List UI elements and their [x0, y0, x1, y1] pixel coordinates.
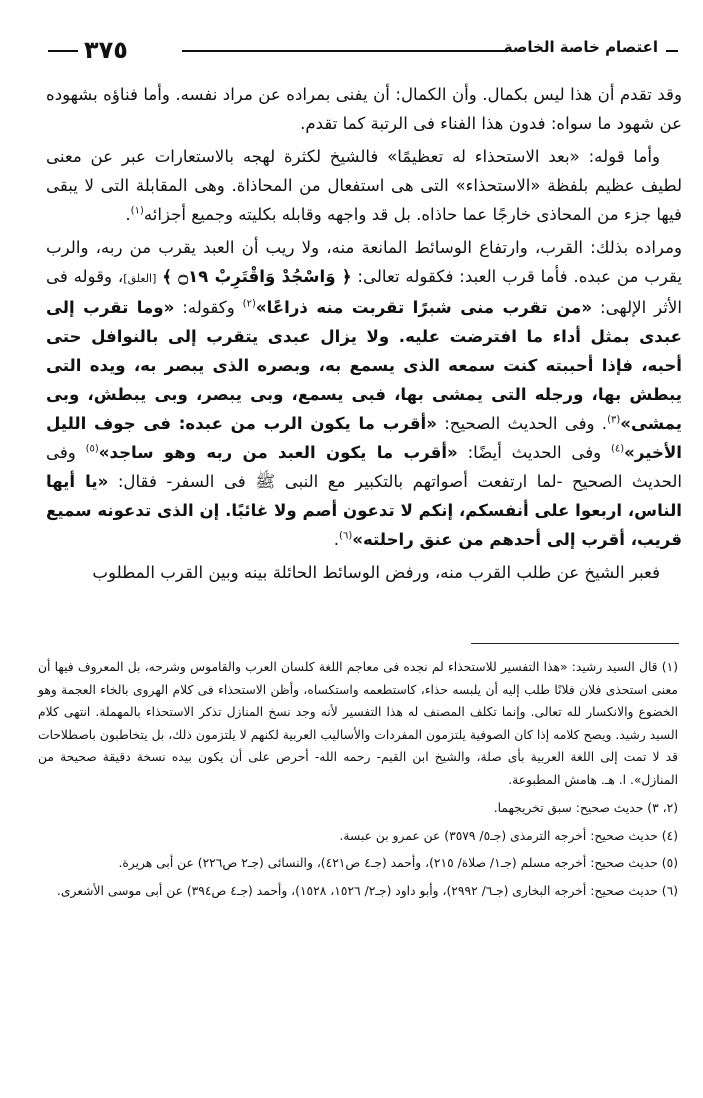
paragraph-3-text-e: وفى الحديث أيضًا:	[467, 443, 602, 462]
footnote-ref-2[interactable]: (٢)	[242, 298, 256, 310]
footnote-4: (٤) حديث صحيح: أخرجه الترمذى (جـ٥/ ٣٥٧٩) عن عمرو بن عبسة.	[339, 828, 678, 843]
paragraph-3-text-c: وكقوله:	[182, 298, 235, 317]
footnote-ref-5[interactable]: (٥)	[85, 443, 99, 455]
quran-verse: ﴿ وَاسْجُدْ وَاقْتَرِبْ ۝١٩ ﴾	[162, 267, 352, 286]
page-header	[48, 34, 678, 64]
main-text	[46, 80, 682, 587]
paragraph-3-text-b: ، وقوله فى الأثر الإلهى:	[46, 267, 682, 317]
header-rule-right	[666, 50, 678, 52]
footnotes	[38, 656, 678, 907]
paragraph-3-text-a: ومراده بذلك: القرب، وارتفاع الوسائط المانعة منه، ولا ريب أن العبد يقرب من ربه، والرب يقرب من عبده. فأما قرب العبد: فكقوله تعالى:	[46, 238, 683, 286]
paragraph-2	[46, 142, 682, 229]
paragraph-3-end: .	[333, 530, 340, 549]
hadith-quote-5: «يا أيها الناس، اربعوا على أنفسكم، إنكم لا تدعون أصم ولا غائبًا. إن الذى تدعونه سميع قريب، أقرب إلى أحدهم من عنق راحلته»	[46, 472, 682, 549]
header-rule-left	[48, 50, 78, 52]
header-rule	[182, 50, 508, 52]
paragraph-1: وقد تقدم أن هذا ليس بكمال. وأن الكمال: أن يفنى بمراده عن مراد نفسه. وأما فناؤه بشهوده عن شهود ما سواه: فدون هذا الفناء فى الرتبة كما تقدم.	[46, 85, 682, 133]
footnote-ref-3[interactable]: (٣)	[607, 414, 621, 426]
paragraph-3	[46, 233, 682, 554]
footnote-6: (٦) حديث صحيح: أخرجه البخارى (جـ٦/ ٢٩٩٢)، وأبو داود (جـ٢/ ١٥٢٦، ١٥٢٨)، وأحمد (جـ٤ ص٣٩٤) عن أبى موسى الأشعرى.	[56, 883, 678, 898]
hadith-quote-2: «وما تقرب إلى عبدى بمثل أداء ما افترضت عليه. ولا يزال عبدى يتقرب إلى بالنوافل حتى أحبه، فإذا أحببته كنت سمعه الذى يسمع به، وبصره الذى يبصر به، ويده التى يبطش بها، ورجله التى يمشى بها، فبى يسمع، وبى يبصر، وبى يبطش، وبى يمشى»	[46, 298, 682, 433]
hadith-quote-4: «أقرب ما يكون العبد من ربه وهو ساجد»	[98, 443, 458, 462]
footnote-2-3: (٢، ٣) حديث صحيح: سبق تخريجهما.	[493, 801, 678, 815]
footnote-ref-4[interactable]: (٤)	[610, 443, 625, 455]
footnote-ref-6[interactable]: (٦)	[339, 530, 353, 542]
footnote-5: (٥) حديث صحيح: أخرجه مسلم (جـ١/ صلاة/ ٢١٥)، وأحمد (جـ٤ ص٤٢١)، والنسائى (جـ٢ ص٢٢٦) عن أبى هريرة.	[118, 856, 678, 870]
paragraph-3-text-f: وفى الحديث الصحيح -لما ارتفعت أصواتهم بالتكبير مع النبى ﷺ فى السفر- فقال:	[46, 443, 683, 491]
paragraph-3-text-d: . وفى الحديث الصحيح:	[444, 414, 608, 433]
footnote-1: (١) قال السيد رشيد: «هذا التفسير للاستحذاء لم نجده فى معاجم اللغة كلسان العرب والقاموس وشرحه، بل المعروف فيها أن معنى استحذى فلان فلانًا طلب إليه أن يلبسه حذاء، كاستطعمه واستكساه، وأظن الاستحذاء فى كلام الهروى بالخاء العجمة وهو الخضوع والانكسار لله تعالى. وإنما تكلف المصنف له هذا التفسير لأنه وجد نسخ المنازل تذكر الاستحذاء بالمهملة. انتهى كلام السيد رشيد. ويصح كلامه إذا كان الصوفية يلتزمون المفردات والأساليب العربية لكنهم لا يلتزمون ذلك، بل يتخاطبون باصطلاحات قد لا تمت إلى اللغة العربية بأى صلة، والشيخ ابن القيم- رحمه الله- أحرص على أن يكون بيده نسخة دقيقة صحيحة من المنازل». ا. هـ. هامش المطبوعة.	[38, 660, 678, 787]
page-number: ٣٧٥	[84, 36, 128, 64]
hadith-quote-3: «أقرب ما يكون الرب من عبده: فى جوف الليل الأخير»	[46, 414, 682, 462]
hadith-quote-1: «من تقرب منى شبرًا تقربت منه ذراعًا»	[255, 298, 593, 317]
footnote-separator	[471, 643, 679, 644]
paragraph-2-end: .	[125, 205, 131, 224]
footnote-ref-1[interactable]: (١)	[130, 205, 144, 217]
surah-reference: [العلق]	[123, 272, 157, 285]
paragraph-4: فعبر الشيخ عن طلب القرب منه، ورفض الوسائط الحائلة بينه وبين القرب المطلوب	[92, 563, 660, 582]
paragraph-2-text: وأما قوله: «بعد الاستحذاء له تعظيمًا» فالشيخ لكثرة لهجه بالاستعارات عبر عن معنى لطيف عظيم بلفظة «الاستحذاء» التى هى استفعال من المحاذاة. وهى المقابلة التى لا يبقى فيها جزء من المحاذى خارجًا عما حاذاه. بل قد واجهه وقابله بكليته وجميع أجزائه	[46, 147, 682, 224]
running-title: اعتصام خاصة الخاصة	[503, 38, 658, 56]
